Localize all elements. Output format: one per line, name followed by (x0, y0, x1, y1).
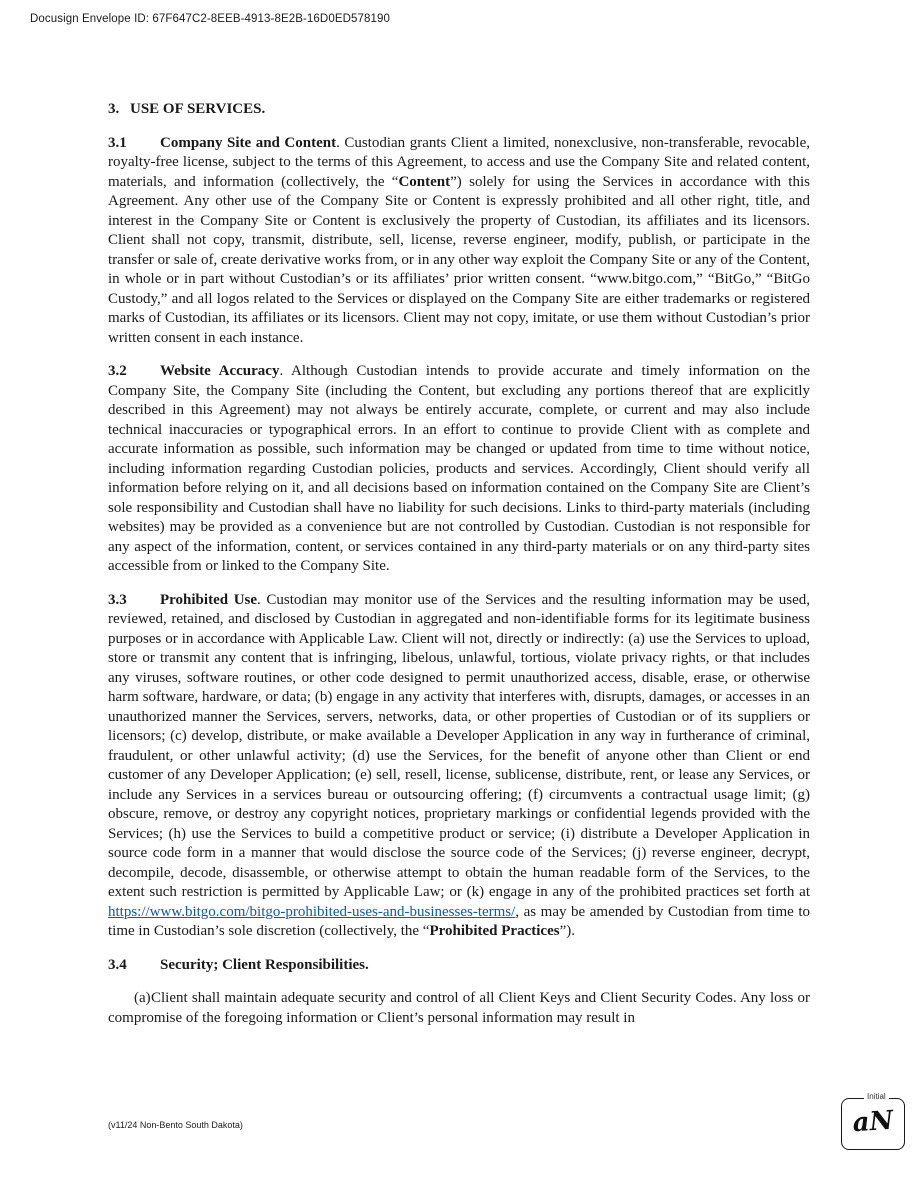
clause-number: 3.3 (108, 591, 127, 608)
clause-title: Company Site and Content (160, 134, 337, 151)
section-title: USE OF SERVICES. (130, 101, 266, 117)
initial-signature: aN (851, 1105, 895, 1139)
text-run: Prohibited Practices (429, 923, 560, 939)
subclause-letter: (a) (134, 990, 151, 1006)
text-run: Client shall maintain adequate security and control of all Client Keys and Client Security Codes. Any loss or compromise of the foregoing information or Client’s personal information may result in (108, 990, 810, 1026)
clause-number: 3.4 (108, 956, 127, 973)
paragraph-3-1 (108, 134, 810, 349)
clause-number: 3.1 (108, 134, 127, 151)
docusign-envelope-id: Docusign Envelope ID: 67F647C2-8EEB-4913-8E2B-16D0ED578190 (30, 13, 390, 25)
paragraph-3-2 (108, 362, 810, 577)
clause-title: Prohibited Use (160, 591, 258, 608)
footer-version-note: (v11/24 Non-Bento South Dakota) (108, 1120, 243, 1130)
section-number: 3. (108, 101, 120, 117)
text-run: . Custodian may monitor use of the Services and the resulting information may be used, reviewed, retained, and disclosed by Custodian in aggregated and non-identifiable forms for its legitimate business purposes or in accordance with Applicable Law. Client will not, directly or indirectly: (a) use the Services to upload, store or transmit any content that is infringing, libelous, unlawful, tortious, violate privacy rights, or that includes any viruses, software routines, or other code designed to permit unauthorized access, disable, erase, or otherwise harm software, hardware, or data; (b) engage in any activity that interferes with, disrupts, damages, or accesses in an unauthorized manner the Services, servers, networks, data, or other properties of Custodian or of its suppliers or licensors; (c) develop, distribute, or make available a Developer Application in any way in furtherance of criminal, fraudulent, or other unlawful activity; (d) use the Services, for the benefit of anyone other than Client or end customer of any Developer Application; (e) sell, resell, license, sublicense, distribute, rent, or lease any Services, or include any Services in a services bureau or outsourcing offering; (f) circumvents a contractual usage limit; (g) obscure, remove, or destroy any copyright notices, proprietary markings or confidential legends provided with the Services; (h) use the Services to build a competitive product or service; (i) distribute a Developer Application in source code form in a manner that would disclose the source code of the Services; (j) reverse engineer, decrypt, decompile, decode, disassemble, or otherwise attempt to obtain the human readable form of the Services, to the extent such restriction is permitted by Applicable Law; or (k) engage in any of the prohibited practices set forth at (108, 591, 810, 900)
bitgo-prohibited-practices-link[interactable]: https://www.bitgo.com/bitgo-prohibited-uses-and-businesses-terms/ (108, 903, 516, 920)
document-body (108, 100, 810, 1042)
paragraph-3-3 (108, 591, 810, 942)
paragraph-3-4-a (108, 989, 810, 1028)
paragraph-3-4 (108, 956, 810, 976)
text-run: ”). (559, 923, 575, 939)
clause-number: 3.2 (108, 363, 127, 379)
text-run: ”) solely for using the Services in accordance with this Agreement. Any other use of the Company Site or Content is expressly prohibited and all other right, title, and interest in the Company Site or Content is exclusively the property of Custodian, its affiliates and its licensors. Client shall not copy, transmit, distribute, sell, license, reverse engineer, modify, publish, or participate in the transfer or sale of, create derivative works from, or in any other way exploit the Company Site or any of the Content, in whole or in part without Custodian’s or its affiliates’ prior written consent. “www.bitgo.com,” “BitGo,” “BitGo Custody,” and all logos related to the Services or displayed on the Company Site are either trademarks or registered marks of Custodian, its affiliates or its licensors. Client may not copy, imitate, or use them without Custodian’s prior written consent in each instance. (108, 173, 810, 346)
clause-title: Website Accuracy (160, 363, 280, 379)
text-run: . Although Custodian intends to provide accurate and timely information on the Company Site, the Company Site (including the Content, but excluding any portions thereof that are explicitly described in this Agreement) may not always be entirely accurate, complete, or current and may also include technical inaccuracies or typographical errors. In an effort to continue to provide Client with as complete and accurate information as possible, such information may be changed or updated from time to time without notice, including information regarding Custodian policies, products and services. Accordingly, Client should verify all information before relying on it, and all decisions based on information contained on the Company Site are Client’s sole responsibility and Custodian shall have no liability for such decisions. Links to third-party materials (including websites) may be provided as a convenience but are not controlled by Custodian. Custodian is not responsible for any aspect of the information, content, or services contained in any third-party materials or on any third-party sites accessible from or linked to the Company Site. (108, 363, 810, 574)
text-run: , as may be amended by Custodian from time to time in Custodian’s sole discretion (collectively, the “ (108, 903, 810, 939)
initial-field[interactable] (841, 1092, 905, 1150)
text-run: . Custodian grants Client a limited, nonexclusive, non-transferable, revocable, royalty-free license, subject to the terms of this Agreement, to access and use the Company Site and related content, materials, and information (collectively, the “ (108, 134, 810, 190)
initial-field-label: Initial (864, 1092, 889, 1101)
text-run: Content (398, 173, 451, 190)
clause-title: Security; Client Responsibilities. (160, 956, 369, 973)
section-heading (108, 100, 810, 120)
